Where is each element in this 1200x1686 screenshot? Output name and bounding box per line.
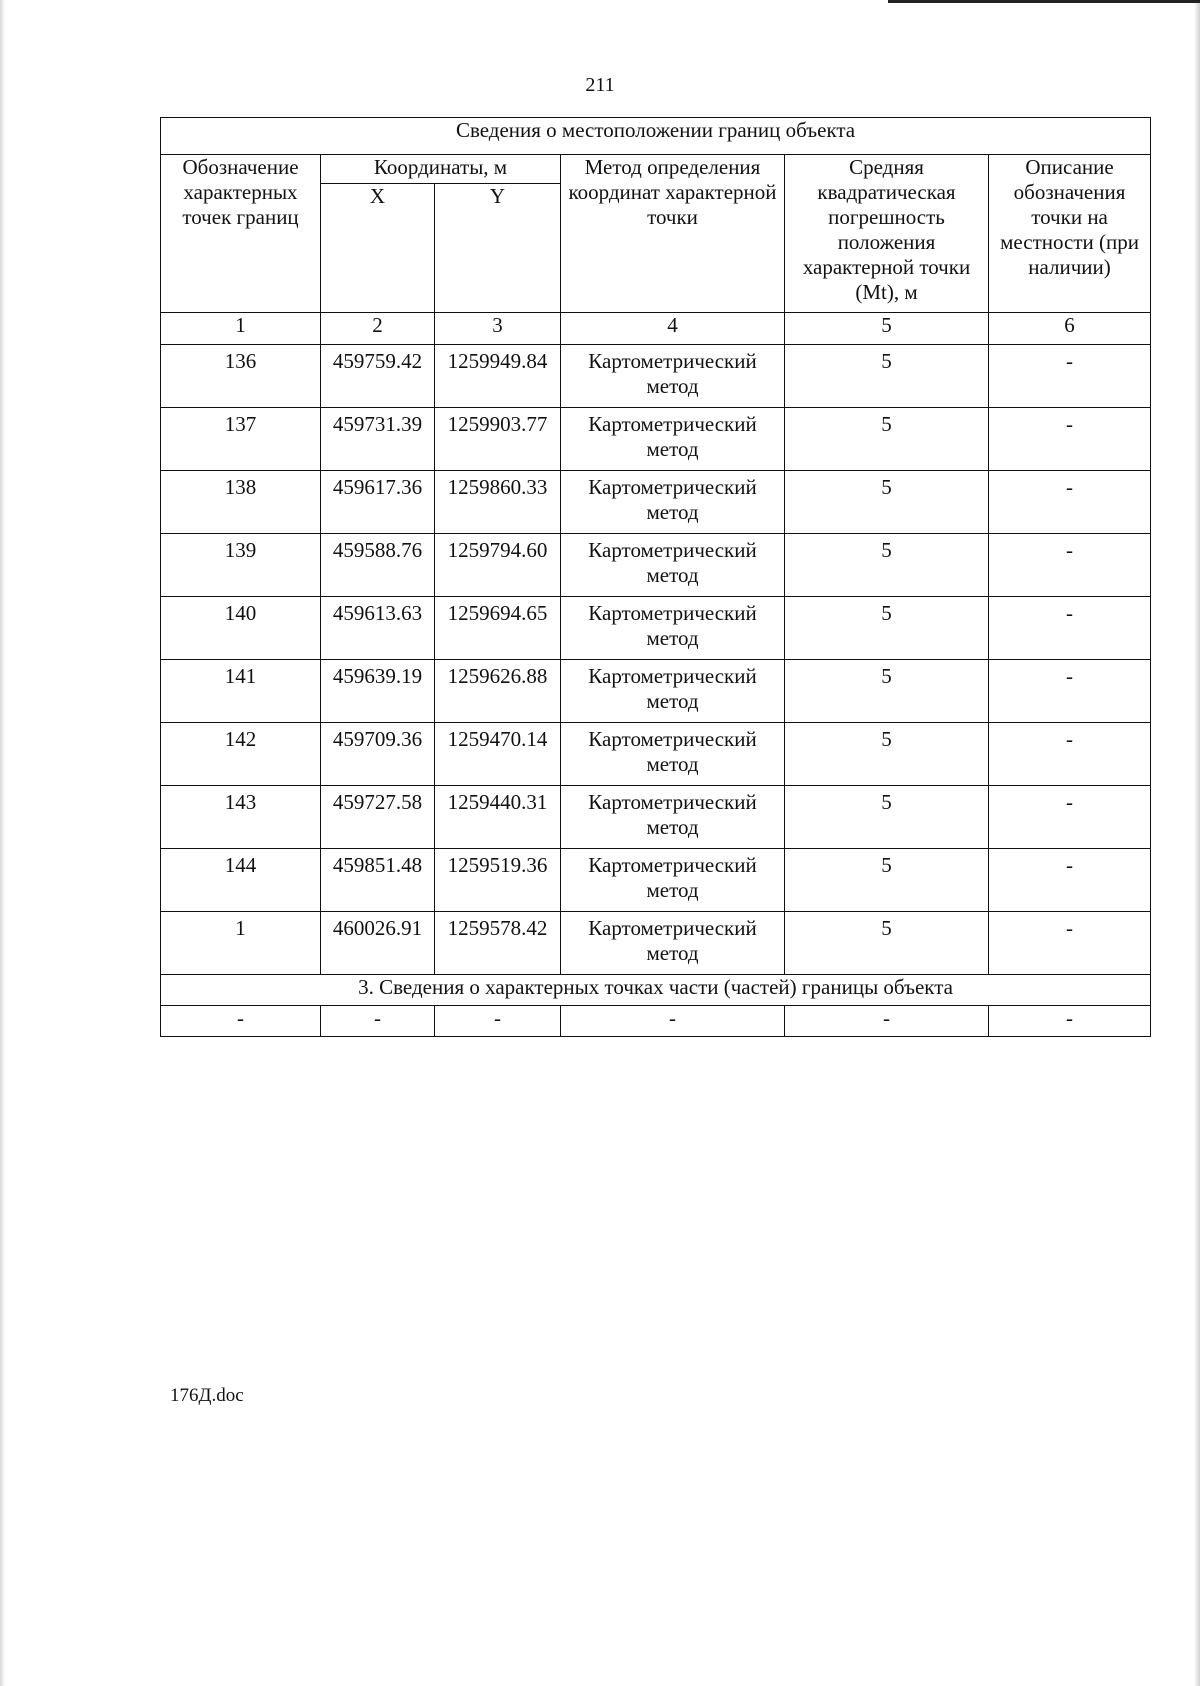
point-number: 141	[161, 660, 321, 723]
coord-y: 1259903.77	[435, 408, 561, 471]
coord-x: 459617.36	[321, 471, 435, 534]
method: Картометрический метод	[588, 349, 757, 398]
scan-edge-left	[0, 0, 5, 1686]
page-number: 211	[585, 74, 615, 96]
table-row	[161, 345, 1151, 408]
table-row	[161, 471, 1151, 534]
point-number: 1	[161, 912, 321, 975]
top-rule	[888, 0, 1200, 3]
empty-cell: -	[989, 1006, 1151, 1037]
table-row	[161, 723, 1151, 786]
point-number: 143	[161, 786, 321, 849]
coord-x: 460026.91	[321, 912, 435, 975]
table-row	[161, 408, 1151, 471]
method: Картометрический метод	[588, 412, 757, 461]
point-number: 144	[161, 849, 321, 912]
table-row	[161, 912, 1151, 975]
coord-x: 459588.76	[321, 534, 435, 597]
coord-x: 459639.19	[321, 660, 435, 723]
empty-cell: -	[561, 1006, 785, 1037]
point-number: 140	[161, 597, 321, 660]
scan-edge-right	[1194, 0, 1200, 1686]
point-number: 138	[161, 471, 321, 534]
coord-y: 1259626.88	[435, 660, 561, 723]
coord-x: 459759.42	[321, 345, 435, 408]
description: -	[989, 786, 1151, 849]
empty-cell: -	[161, 1006, 321, 1037]
description: -	[989, 849, 1151, 912]
coord-y: 1259470.14	[435, 723, 561, 786]
method: Картометрический метод	[588, 601, 757, 650]
error-value: 5	[785, 471, 989, 534]
coord-y: 1259440.31	[435, 786, 561, 849]
header-x: X	[321, 184, 435, 313]
method: Картометрический метод	[588, 853, 757, 902]
point-number: 142	[161, 723, 321, 786]
header-point: Обозначение характерных точек границ	[161, 155, 321, 313]
table-row	[161, 849, 1151, 912]
method: Картометрический метод	[588, 916, 757, 965]
header-method: Метод определения координат характерной точки	[561, 155, 785, 313]
header-coords: Координаты, м	[321, 155, 561, 184]
coord-y: 1259694.65	[435, 597, 561, 660]
column-numbers-row	[161, 313, 1151, 345]
error-value: 5	[785, 660, 989, 723]
column-number: 2	[321, 313, 435, 345]
empty-cell: -	[435, 1006, 561, 1037]
coord-x: 459851.48	[321, 849, 435, 912]
coord-y: 1259794.60	[435, 534, 561, 597]
empty-cell: -	[785, 1006, 989, 1037]
error-value: 5	[785, 723, 989, 786]
error-value: 5	[785, 408, 989, 471]
method: Картометрический метод	[588, 664, 757, 713]
column-number: 1	[161, 313, 321, 345]
table-row	[161, 660, 1151, 723]
coord-x: 459727.58	[321, 786, 435, 849]
coord-y: 1259578.42	[435, 912, 561, 975]
description: -	[989, 408, 1151, 471]
error-value: 5	[785, 849, 989, 912]
error-value: 5	[785, 786, 989, 849]
point-number: 139	[161, 534, 321, 597]
coord-y: 1259519.36	[435, 849, 561, 912]
point-number: 136	[161, 345, 321, 408]
description: -	[989, 534, 1151, 597]
header-error: Средняя квадратическая погрешность положения характерной точки (Mt), м	[785, 155, 989, 313]
coord-x: 459709.36	[321, 723, 435, 786]
method: Картометрический метод	[588, 538, 757, 587]
method: Картометрический метод	[588, 727, 757, 776]
section-3-title: 3. Сведения о характерных точках части (частей) границы объекта	[161, 975, 1151, 1006]
empty-cell: -	[321, 1006, 435, 1037]
boundary-table	[160, 117, 1151, 1037]
description: -	[989, 723, 1151, 786]
error-value: 5	[785, 597, 989, 660]
header-description: Описание обозначения точки на местности (при наличии)	[989, 155, 1151, 313]
column-number: 5	[785, 313, 989, 345]
error-value: 5	[785, 534, 989, 597]
point-number: 137	[161, 408, 321, 471]
method: Картометрический метод	[588, 475, 757, 524]
description: -	[989, 471, 1151, 534]
coord-x: 459731.39	[321, 408, 435, 471]
description: -	[989, 660, 1151, 723]
table-row	[161, 534, 1151, 597]
description: -	[989, 912, 1151, 975]
table-row	[161, 597, 1151, 660]
column-number: 4	[561, 313, 785, 345]
description: -	[989, 345, 1151, 408]
error-value: 5	[785, 912, 989, 975]
column-number: 6	[989, 313, 1151, 345]
method: Картометрический метод	[588, 790, 757, 839]
header-y: Y	[435, 184, 561, 313]
description: -	[989, 597, 1151, 660]
error-value: 5	[785, 345, 989, 408]
section-3-row	[161, 1006, 1151, 1037]
coord-y: 1259949.84	[435, 345, 561, 408]
coord-x: 459613.63	[321, 597, 435, 660]
table-title: Сведения о местоположении границ объекта	[161, 118, 1151, 155]
footer-filename: 176Д.doc	[170, 1385, 244, 1406]
column-number: 3	[435, 313, 561, 345]
table-row	[161, 786, 1151, 849]
coord-y: 1259860.33	[435, 471, 561, 534]
